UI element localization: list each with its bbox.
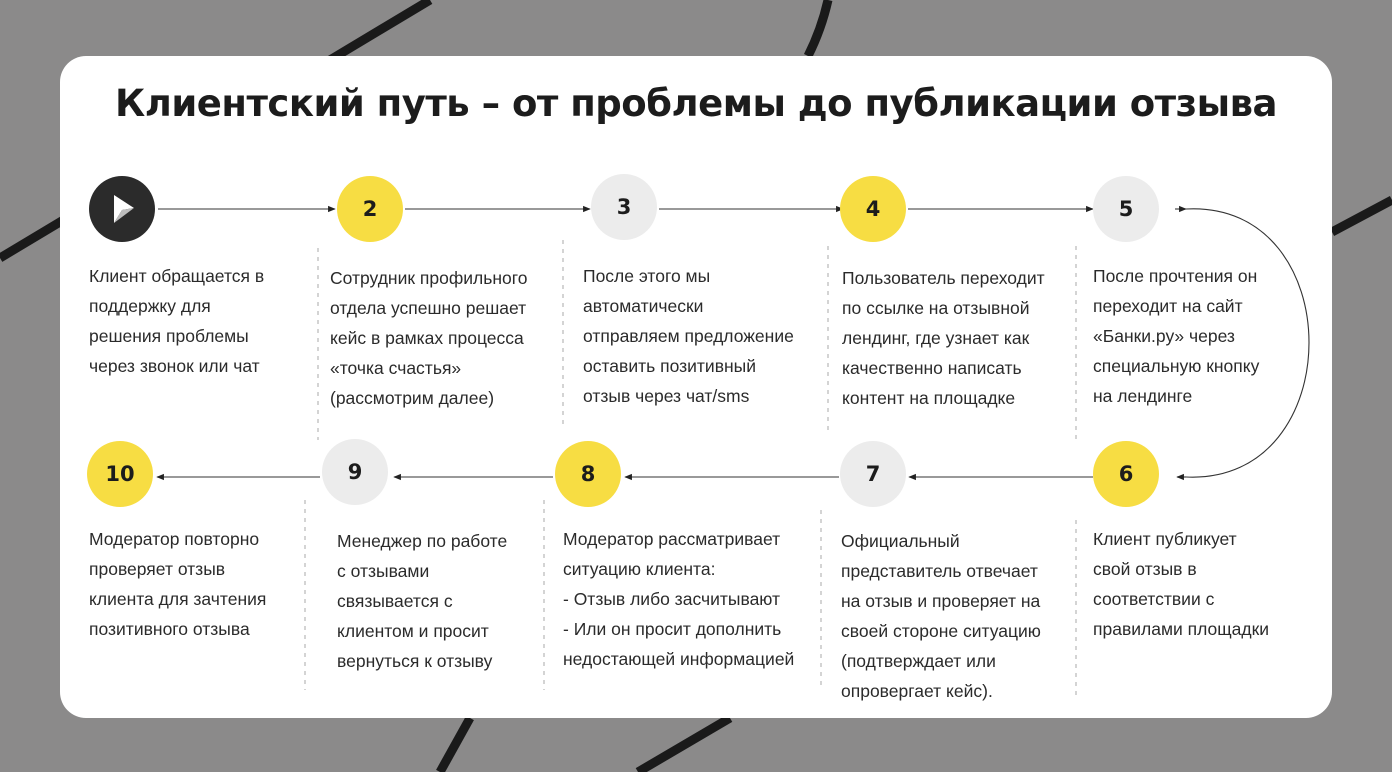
- step-description-4: Пользователь переходит по ссылке на отзывной лендинг, где узнает как качественно написать контент на площадке: [842, 268, 1045, 408]
- play-icon: [104, 191, 140, 227]
- step-description-7: Официальный представитель отвечает на отзыв и проверяет на своей стороне ситуацию (подтверждает или опровергает кейс).: [841, 531, 1041, 701]
- step-description-1: Клиент обращается в поддержку для решения проблемы через звонок или чат: [89, 266, 265, 376]
- step-node-9: 9: [322, 439, 388, 505]
- step-description-10: Модератор повторно проверяет отзыв клиента для зачтения позитивного отзыва: [89, 529, 267, 639]
- step-node-6: 6: [1093, 441, 1159, 507]
- step-description-6: Клиент публикует свой отзыв в соответствии с правилами площадки: [1093, 529, 1270, 639]
- step-description-8: Модератор рассматривает ситуацию клиента: - Отзыв либо засчитывают - Или он просит дополнить недостающей информацией: [563, 529, 795, 669]
- start-node: [89, 176, 155, 242]
- step-node-2: 2: [337, 176, 403, 242]
- step-node-10: 10: [87, 441, 153, 507]
- step-description-9: Менеджер по работе с отзывами связывается с клиентом и просит вернуться к отзыву: [337, 531, 508, 671]
- step-node-4: 4: [840, 176, 906, 242]
- step-description-3: После этого мы автоматически отправляем предложение оставить позитивный отзыв через чат/sms: [583, 266, 794, 406]
- step-node-8: 8: [555, 441, 621, 507]
- step-description-5: После прочтения он переходит на сайт «Банки.ру» через специальную кнопку на лендинге: [1093, 266, 1260, 406]
- step-description-2: Сотрудник профильного отдела успешно решает кейс в рамках процесса «точка счастья» (рассмотрим далее): [330, 268, 528, 408]
- page-title: Клиентский путь – от проблемы до публикации отзыва: [115, 82, 1277, 125]
- step-node-5: 5: [1093, 176, 1159, 242]
- step-node-3: 3: [591, 174, 657, 240]
- step-node-7: 7: [840, 441, 906, 507]
